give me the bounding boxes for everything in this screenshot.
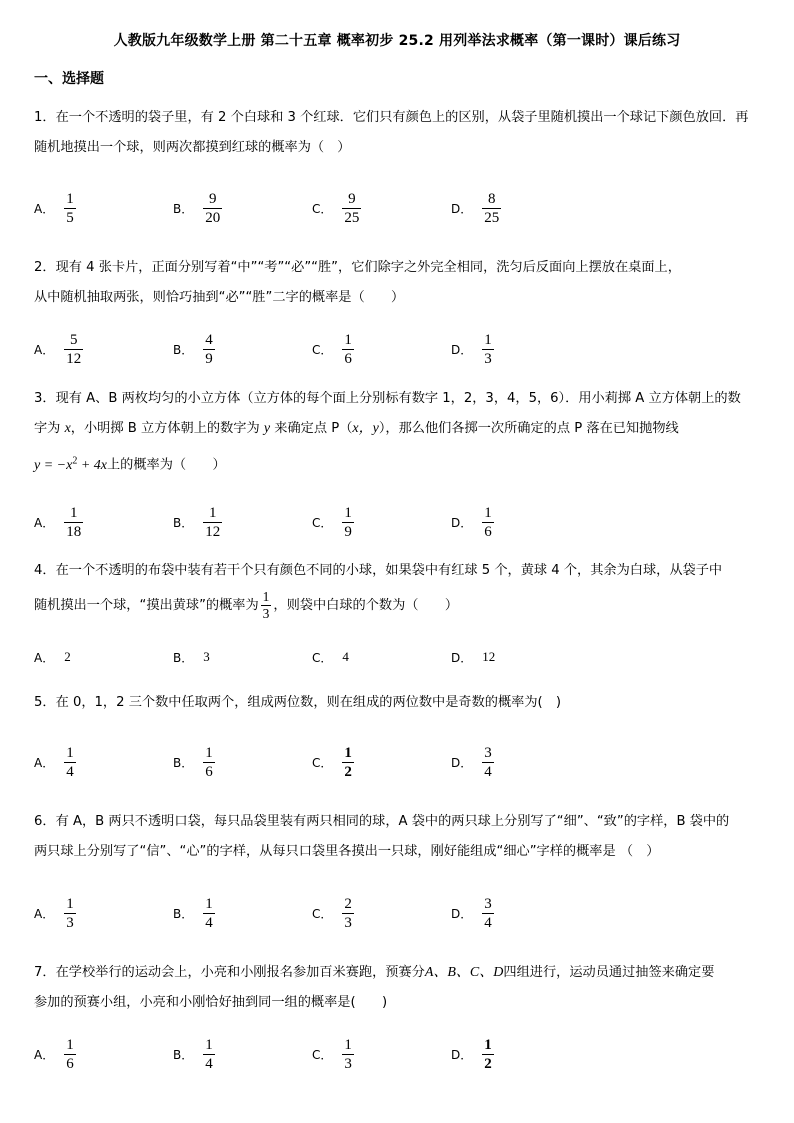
question-line: 2．现有 4 张卡片，正面分别写着“中”“考”“必”“胜”，它们除字之外完全相同，洗匀后反面向上摆放在桌面上， [34, 260, 681, 275]
fraction-numerator: 9 [208, 190, 217, 207]
fraction-denominator: 6 [344, 350, 352, 367]
option-d[interactable] [451, 740, 494, 784]
option-value: 3 [203, 649, 210, 664]
page-title: 人教版九年级数学上册 第二十五章 概率初步 25.2 用列举法求概率（第一课时）课后练习 [113, 33, 681, 49]
fraction-numerator: 1 [66, 190, 74, 207]
option-fraction [203, 331, 215, 368]
option-c[interactable] [312, 1032, 354, 1076]
question-5 [34, 688, 764, 718]
option-b[interactable] [173, 327, 215, 371]
parabola-equation: $y = -x^2 + 4x$ [34, 455, 107, 473]
question-3 [34, 384, 764, 481]
fraction-numerator: 1 [66, 744, 74, 761]
options-1 [34, 186, 764, 230]
option-fraction [64, 504, 83, 541]
option-label: C． [312, 201, 333, 216]
fraction-numerator: 1 [344, 331, 352, 348]
fraction-denominator: 5 [66, 209, 74, 226]
option-label: D． [451, 650, 473, 665]
option-label: C． [312, 755, 333, 770]
fraction-numerator: 1 [66, 895, 74, 912]
question-1 [34, 103, 764, 163]
option-fraction [64, 331, 83, 368]
option-label: D． [451, 515, 473, 530]
question-line: $y = -x^2 + 4x$上的概率为（ ） [34, 455, 226, 473]
option-value: 2 [64, 649, 71, 664]
option-label: A． [34, 906, 55, 921]
fraction-denominator: 2 [344, 763, 352, 780]
fraction-numerator: 4 [205, 331, 213, 348]
option-label: C． [312, 650, 333, 665]
fraction-denominator: 4 [66, 763, 74, 780]
fraction-denominator: 6 [66, 1055, 74, 1072]
option-label: A． [34, 1047, 55, 1062]
option-d[interactable] [451, 327, 494, 371]
fraction-denominator: 4 [205, 914, 213, 931]
option-fraction [64, 895, 76, 932]
option-d[interactable] [451, 635, 495, 679]
option-label: C． [312, 515, 333, 530]
option-fraction [342, 1036, 354, 1073]
fraction-numerator: 1 [205, 1036, 213, 1053]
option-c[interactable] [312, 500, 354, 544]
option-a[interactable] [34, 500, 83, 544]
option-a[interactable] [34, 186, 76, 230]
option-label: D． [451, 342, 473, 357]
option-fraction [342, 744, 354, 781]
option-value: 4 [342, 649, 349, 664]
fraction-numerator: 8 [488, 190, 496, 207]
question-2 [34, 253, 764, 313]
option-b[interactable] [173, 891, 215, 935]
option-a[interactable] [34, 327, 83, 371]
option-label: B． [173, 650, 194, 665]
option-label: B． [173, 755, 194, 770]
option-label: C． [312, 1047, 333, 1062]
option-fraction [482, 895, 494, 932]
fraction-denominator: 20 [205, 209, 221, 226]
option-label: D． [451, 201, 473, 216]
option-c[interactable] [312, 327, 354, 371]
fraction-denominator: 6 [205, 763, 213, 780]
option-fraction [342, 895, 354, 932]
option-fraction [203, 504, 222, 541]
fraction-denominator: 12 [66, 350, 82, 367]
fraction-denominator: 25 [344, 209, 360, 226]
question-6 [34, 807, 764, 867]
question-line: 5．在 0，1，2 三个数中任取两个，组成两位数，则在组成的两位数中是奇数的概率为( ) [34, 695, 561, 710]
option-fraction [203, 1036, 215, 1073]
fraction-denominator: 12 [205, 523, 221, 540]
fraction-numerator: 3 [484, 895, 492, 912]
fraction-numerator: 3 [484, 744, 492, 761]
option-c[interactable] [312, 740, 354, 784]
options-4 [34, 635, 764, 679]
fraction-denominator: 4 [484, 763, 492, 780]
option-label: D． [451, 906, 473, 921]
options-3 [34, 500, 764, 544]
option-fraction [342, 331, 354, 368]
section-heading: 一、选择题 [34, 71, 104, 87]
question-line: 1．在一个不透明的袋子里，有 2 个白球和 3 个红球．它们只有颜色上的区别，从袋子里随机摸出一个球记下颜色放回．再 [34, 110, 749, 125]
fraction-denominator: 4 [484, 914, 492, 931]
fraction-numerator: 1 [69, 504, 78, 521]
option-label: B． [173, 515, 194, 530]
fraction-numerator: 1 [208, 504, 217, 521]
option-fraction [342, 190, 361, 227]
fraction-denominator: 9 [344, 523, 352, 540]
option-c[interactable] [312, 891, 354, 935]
fraction-numerator: 1 [205, 744, 213, 761]
option-a[interactable] [34, 891, 76, 935]
fraction-denominator: 3 [484, 350, 492, 367]
option-label: B． [173, 1047, 194, 1062]
question-line: 从中随机抽取两张，则恰巧抽到“必”“胜”二字的概率是（ ） [34, 290, 405, 305]
option-fraction [64, 190, 76, 227]
var-y: y [263, 421, 271, 436]
option-d[interactable] [451, 1032, 494, 1076]
fraction-numerator: 2 [344, 895, 352, 912]
option-label: D． [451, 1047, 473, 1062]
fraction-numerator: 1 [484, 1036, 492, 1053]
fraction-denominator: 25 [484, 209, 500, 226]
fraction-denominator: 3 [344, 914, 352, 931]
options-6 [34, 891, 764, 935]
option-fraction [482, 504, 494, 541]
fraction-denominator: 4 [205, 1055, 213, 1072]
question-7 [34, 958, 764, 1018]
option-label: A． [34, 342, 55, 357]
inline-fraction: $\frac{1}{3}$ [262, 588, 270, 621]
option-b[interactable] [173, 740, 215, 784]
option-c[interactable] [312, 635, 349, 679]
fraction-denominator: 2 [484, 1055, 492, 1072]
fraction-numerator: 1 [205, 895, 213, 912]
point-coords: x，y [352, 421, 379, 436]
option-b[interactable] [173, 500, 222, 544]
option-fraction [482, 744, 494, 781]
option-a[interactable] [34, 1032, 76, 1076]
option-label: B． [173, 906, 194, 921]
fraction-numerator: 1 [344, 744, 352, 761]
options-7 [34, 1032, 764, 1076]
option-label: C． [312, 342, 333, 357]
question-line: 随机地摸出一个球，则两次都摸到红球的概率为（ ） [34, 140, 351, 155]
fraction-numerator: 1 [66, 1036, 74, 1053]
question-line: 字为 x，小明掷 B 立方体朝上的数字为 y 来确定点 P（x，y），那么他们各掷一次所确定的点 P 落在已知抛物线 [34, 421, 679, 436]
option-label: A． [34, 755, 55, 770]
option-label: A． [34, 515, 55, 530]
option-b[interactable] [173, 1032, 215, 1076]
fraction-numerator: 1 [484, 504, 492, 521]
option-b[interactable] [173, 186, 222, 230]
fraction-numerator: 5 [69, 331, 78, 348]
fraction-denominator: 18 [66, 523, 82, 540]
option-a[interactable] [34, 740, 76, 784]
var-x: x [64, 421, 71, 436]
fraction-denominator: 6 [484, 523, 492, 540]
fraction-numerator: 1 [484, 331, 492, 348]
fraction-numerator: 9 [348, 190, 356, 207]
option-d[interactable] [451, 891, 494, 935]
fraction-numerator: 1 [344, 1036, 352, 1053]
option-label: A． [34, 650, 55, 665]
option-label: B． [173, 201, 194, 216]
option-label: D． [451, 755, 473, 770]
option-c[interactable] [312, 186, 361, 230]
option-fraction [482, 331, 494, 368]
option-fraction [203, 190, 222, 227]
question-line: 3．现有 A、B 两枚均匀的小立方体（立方体的每个面上分别标有数字 1，2，3，4，5，6）．用小莉掷 A 立方体朝上的数 [34, 391, 741, 406]
group-letters: A、B、C、D [424, 965, 504, 980]
options-2 [34, 327, 764, 371]
option-fraction [342, 504, 354, 541]
question-line: 4．在一个不透明的布袋中装有若干个只有颜色不同的小球，如果袋中有红球 5 个，黄球 4 个，其余为白球，从袋子中 [34, 563, 723, 578]
fraction-denominator: 3 [344, 1055, 352, 1072]
question-line: 6．有 A，B 两只不透明口袋，每只品袋里装有两只相同的球，A 袋中的两只球上分别写了“细”、“致”的字样，B 袋中的 [34, 814, 730, 829]
option-label: C． [312, 906, 333, 921]
fraction-numerator: 1 [344, 504, 352, 521]
question-line: 参加的预赛小组，小亮和小刚恰好抽到同一组的概率是( ) [34, 995, 388, 1010]
option-fraction [203, 744, 215, 781]
question-4 [34, 556, 764, 626]
option-d[interactable] [451, 186, 501, 230]
option-label: A． [34, 201, 55, 216]
option-label: B． [173, 342, 194, 357]
question-line: 随机摸出一个球，“摸出黄球”的概率为 $\frac{1}{3}$ ，则袋中白球的个数为（ ） [34, 588, 459, 621]
option-fraction [64, 744, 76, 781]
question-line: 两只球上分别写了“信”、“心”的字样，从每只口袋里各摸出一只球，刚好能组成“细心”字样的概率是 （ ） [34, 844, 660, 859]
question-line: 7．在学校举行的运动会上，小亮和小刚报名参加百米赛跑，预赛分A、B、C、D四组进行，运动员通过抽签来确定要 [34, 965, 715, 980]
option-value: 12 [482, 649, 496, 664]
options-5 [34, 740, 764, 784]
option-fraction [482, 190, 501, 227]
option-fraction [482, 1036, 494, 1073]
option-d[interactable] [451, 500, 494, 544]
option-fraction [203, 895, 215, 932]
fraction-denominator: 3 [66, 914, 74, 931]
option-fraction [64, 1036, 76, 1073]
option-a[interactable] [34, 635, 71, 679]
fraction-denominator: 9 [205, 350, 213, 367]
option-b[interactable] [173, 635, 210, 679]
